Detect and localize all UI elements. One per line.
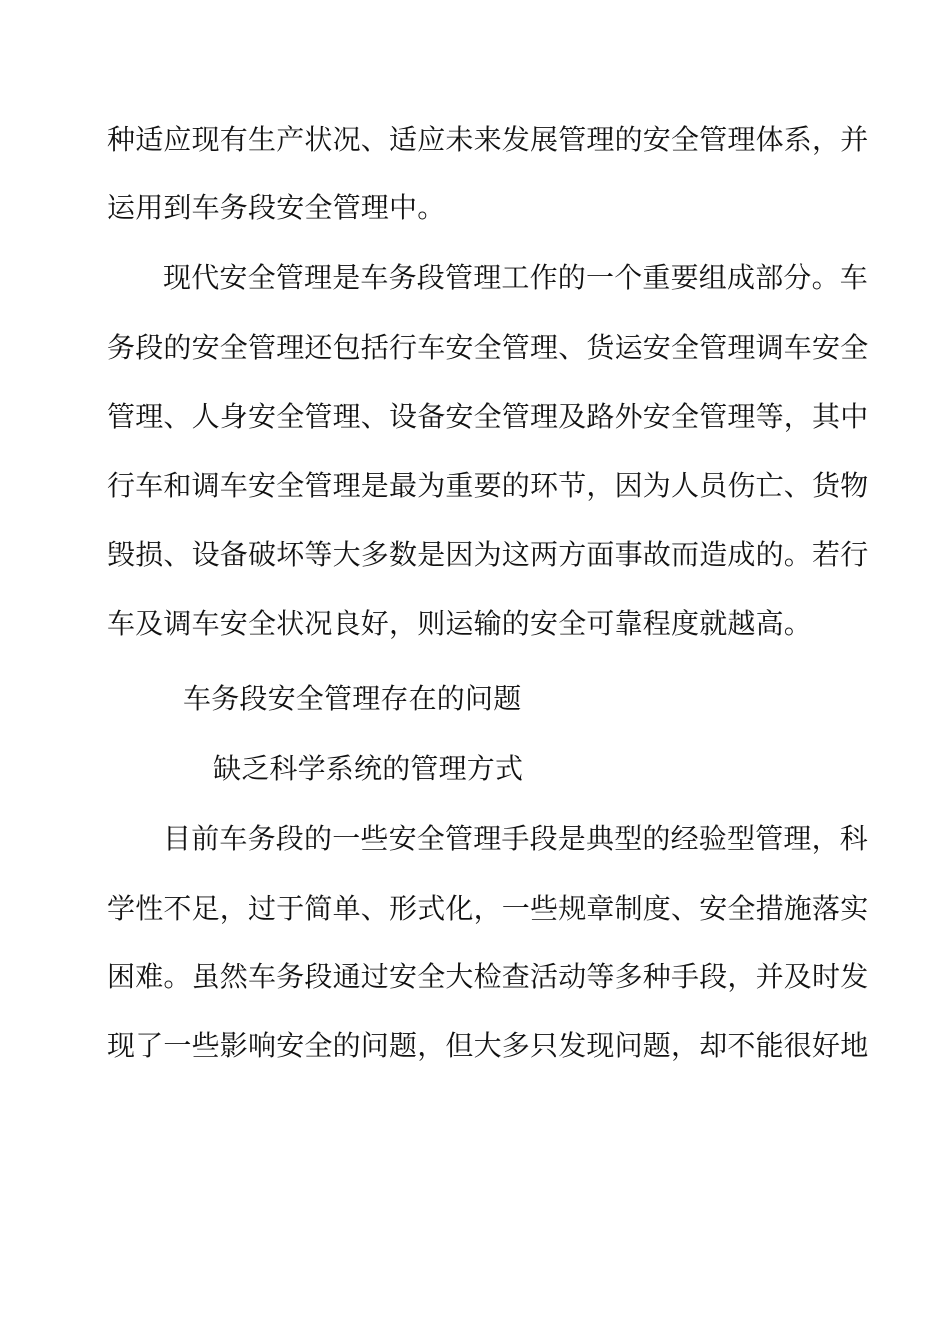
paragraph-line: 学性不足，过于简单、形式化，一些规章制度、安全措施落实 (107, 892, 869, 925)
paragraph-line: 务段的安全管理还包括行车安全管理、货运安全管理调车安全 (107, 331, 869, 364)
paragraph-line: 运用到车务段安全管理中。 (107, 191, 446, 224)
paragraph-line: 管理、人身安全管理、设备安全管理及路外安全管理等，其中 (107, 400, 869, 433)
paragraph-line: 现代安全管理是车务段管理工作的一个重要组成部分。车 (163, 261, 869, 294)
subsection-heading: 缺乏科学系统的管理方式 (213, 752, 524, 785)
paragraph-line: 行车和调车安全管理是最为重要的环节，因为人员伤亡、货物 (107, 469, 869, 502)
paragraph-line: 毁损、设备破坏等大多数是因为这两方面事故而造成的。若行 (107, 538, 869, 571)
paragraph-line: 困难。虽然车务段通过安全大检查活动等多种手段，并及时发 (107, 960, 869, 993)
paragraph-line: 车及调车安全状况良好，则运输的安全可靠程度就越高。 (107, 607, 813, 640)
paragraph-line: 目前车务段的一些安全管理手段是典型的经验型管理，科 (163, 822, 869, 855)
paragraph-line: 现了一些影响安全的问题，但大多只发现问题，却不能很好地 (107, 1029, 869, 1062)
paragraph-line: 种适应现有生产状况、适应未来发展管理的安全管理体系，并 (107, 123, 869, 156)
section-heading: 车务段安全管理存在的问题 (183, 682, 522, 715)
